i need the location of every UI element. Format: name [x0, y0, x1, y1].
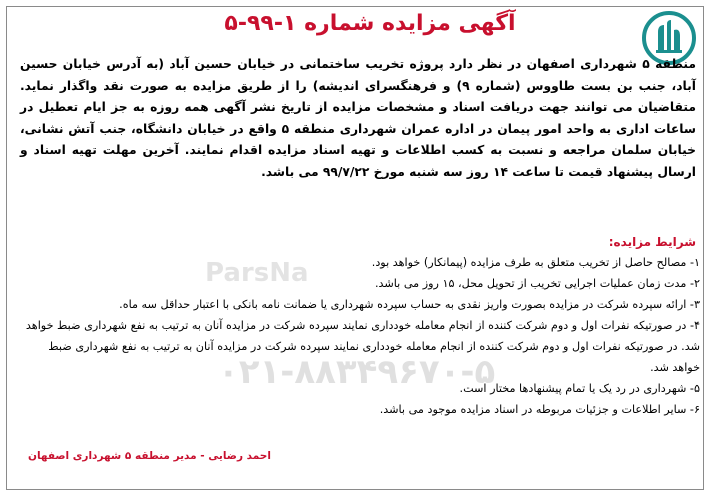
- signature: احمد رضایی - مدیر منطقه ۵ شهرداری اصفهان: [28, 450, 271, 462]
- watermark-phone: ۰۲۱-۸۸۳۴۹۶۷۰-۵: [218, 352, 496, 392]
- page-title: آگهی مزایده شماره ۱-۹۹-۵: [224, 11, 516, 36]
- condition-item: ۲- مدت زمان عملیات اجرایی تخریب از تحویل محل، ۱۵ روز می باشد.: [374, 277, 700, 290]
- condition-item: ۴- در صورتیکه نفرات اول و دوم شرکت کننده از انجام معامله خودداری نمایند سپرده شرکت در مزایده آنان به ترتیب به نفع شهرداری ضبط خواهد شد. در صورتیکه نفرات اول و دوم شرکت کننده از انجام معامله خودداری نمایند سپرده شرکت در مزایده آنان به ترتیب به نفع شهرداری ضبط خواهد شد.: [25, 319, 700, 374]
- condition-item: ۵- شهرداری در رد یک یا تمام پیشنهادها مختار است.: [459, 382, 700, 395]
- conditions-list: [20, 252, 700, 420]
- notice-body: منطقه ۵ شهرداری اصفهان در نظر دارد پروژه تخریب ساختمانی در خیابان حسین آباد (به آدرس خیابان حسین آباد، جنب بن بست طاووس (شماره ۹) و فرهنگسرای اندیشه) را از طریق مزایده به صورت نقد واگذار نماید. متقاضیان می توانند جهت دریافت اسناد و مشخصات مزایده از تاریخ نشر آگهی همه روزه به جز ایام تعطیل در ساعات اداری به واحد امور پیمان در اداره عمران شهرداری منطقه ۵ واقع در خیابان دانشگاه، جنب آتش نشانی، خیابان سلمان مراجعه و نسبت به کسب اطلاعات و تهیه اسناد مزایده اقدام نمایند. آخرین مهلت تهیه اسناد و ارسال پیشنهاد قیمت تا ساعت ۱۴ روز سه شنبه مورخ ۹۹/۷/۲۲ می باشد.: [20, 57, 696, 179]
- condition-item: ۳- ارائه سپرده شرکت در مزایده بصورت واریز نقدی به حساب سپرده شهرداری یا ضمانت نامه بانکی با اعتبار حداقل سه ماه.: [119, 298, 700, 311]
- condition-item: ۶- سایر اطلاعات و جزئیات مربوطه در اسناد مزایده موجود می باشد.: [379, 403, 700, 416]
- condition-item: ۱- مصالح حاصل از تخریب متعلق به طرف مزایده (پیمانکار) خواهد بود.: [371, 256, 700, 269]
- conditions-heading: شرایط مزایده:: [608, 235, 696, 249]
- watermark-brand: ParsNa: [205, 258, 309, 288]
